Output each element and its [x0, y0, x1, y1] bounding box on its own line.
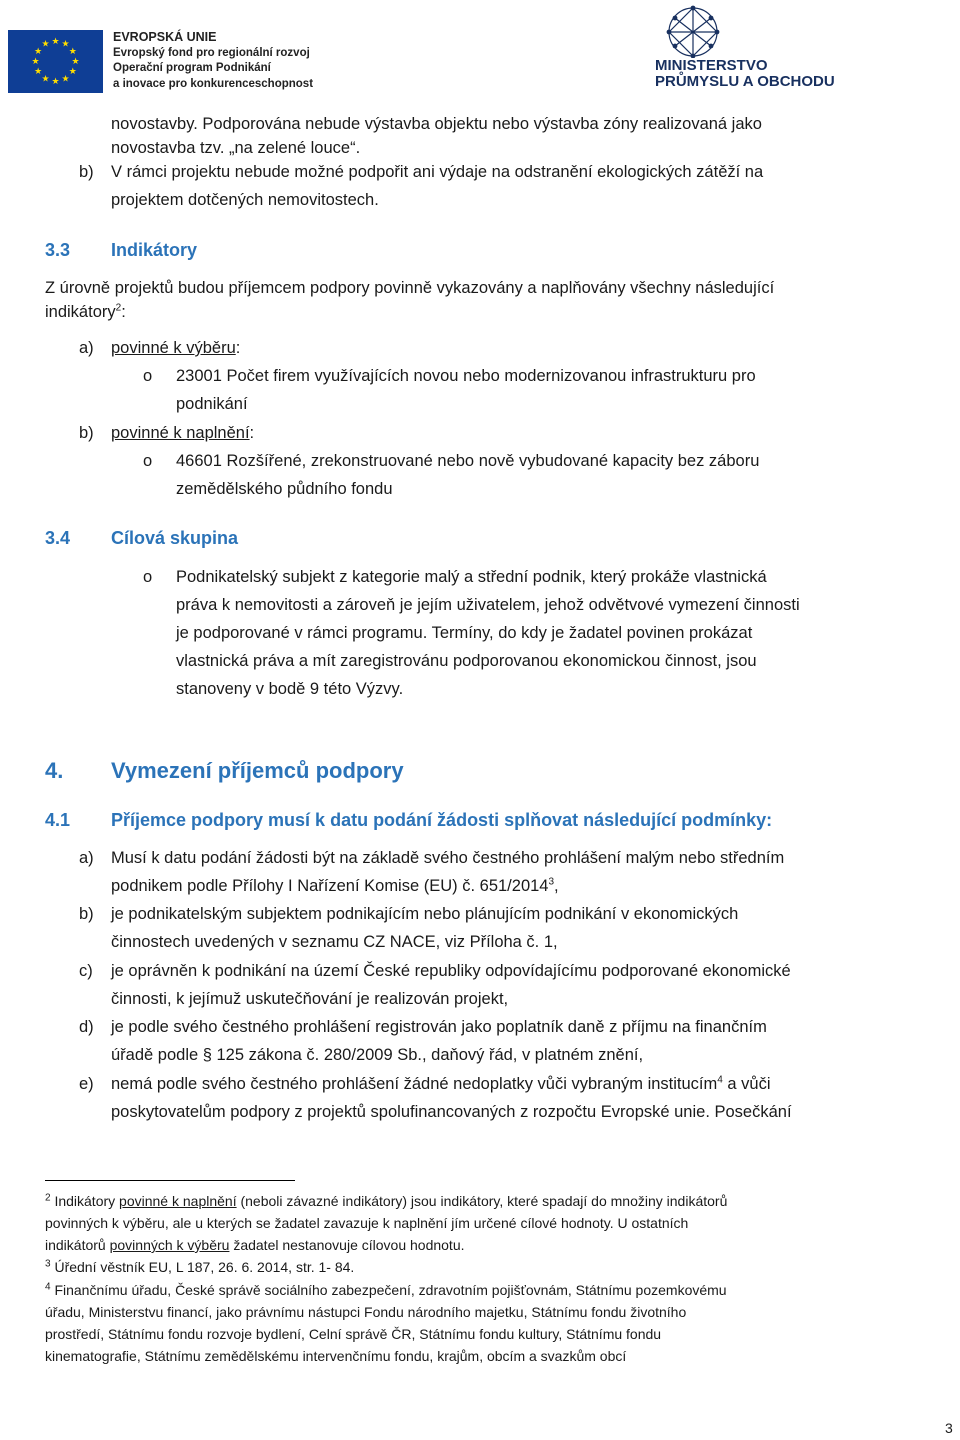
footnote-text: Úřední věstník EU, L 187, 26. 6. 2014, str. 1- 84. — [50, 1259, 355, 1275]
footnote-ref[interactable]: 2 — [115, 302, 122, 314]
footnote-ref[interactable]: 4 — [717, 1074, 723, 1086]
underlined-term: povinné k naplnění — [119, 1193, 237, 1209]
intro-line: novostavba tzv. „na zelené louce“. — [111, 139, 361, 157]
section-number: 3.3 — [45, 240, 71, 260]
svg-text:★: ★ — [61, 39, 70, 50]
paragraph-line — [45, 298, 126, 326]
footnote-2-line — [45, 1234, 465, 1257]
underlined-term: povinné k výběru — [111, 339, 236, 357]
condition-line: činnosti, k jejímuž uskutečňování je realizován projekt, — [111, 990, 509, 1008]
footnote-number: 2 — [45, 1192, 51, 1204]
condition-text: , — [554, 877, 559, 895]
svg-text:★: ★ — [71, 57, 80, 67]
section-title: Příjemce podpory musí k datu podání žádosti splňovat následující podmínky: — [111, 810, 773, 830]
footnote-3-line — [45, 1256, 354, 1279]
mpo-logo-icon — [655, 4, 735, 58]
eu-logo-line: EVROPSKÁ UNIE — [113, 30, 217, 44]
paragraph-text: : — [121, 303, 126, 321]
condition-text: nemá podle svého čestného prohlášení žádné nedoplatky vůči vybraným institucím — [111, 1075, 718, 1093]
section-title: Indikátory — [111, 240, 198, 260]
intro-b-line: projektem dotčených nemovitostech. — [111, 191, 379, 209]
svg-text:★: ★ — [41, 39, 50, 50]
condition-text: a vůči — [722, 1075, 771, 1093]
paragraph-line: Z úrovně projektů budou příjemcem podpory povinně vykazovány a naplňovány všechny následující — [45, 279, 775, 297]
colon: : — [235, 339, 241, 357]
svg-text:★: ★ — [31, 57, 40, 67]
section-number: 4.1 — [45, 810, 71, 830]
footnote-text: indikátorů — [45, 1237, 110, 1253]
chapter-title: Vymezení příjemců podpory — [111, 758, 404, 783]
list-label: a) — [79, 849, 94, 867]
svg-text:★: ★ — [34, 47, 43, 57]
list-heading — [111, 419, 254, 447]
svg-text:★: ★ — [34, 67, 43, 77]
list-label: a) — [79, 339, 94, 357]
intro-line: novostavby. Podporována nebude výstavba objektu nebo výstavba zóny realizovaná jako — [111, 115, 762, 133]
intro-b-line: V rámci projektu nebude možné podpořit ani výdaje na odstranění ekologických zátěží na — [111, 163, 764, 181]
eu-logo-line: Operační program Podnikání — [113, 62, 271, 74]
svg-text:★: ★ — [68, 67, 77, 77]
mpo-logo-text — [655, 58, 835, 90]
eu-logo-line: a inovace pro konkurenceschopnost — [113, 77, 314, 90]
condition-line: poskytovatelům podpory z projektů spolufinancovaných z rozpočtu Evropské unie. Posečkání — [111, 1103, 792, 1121]
condition-line: činnostech uvedených v seznamu CZ NACE, viz Příloha č. 1, — [111, 933, 558, 951]
indicator-line: zemědělského půdního fondu — [176, 480, 393, 498]
eu-stars-icon — [8, 30, 103, 93]
footnote-2-line — [45, 1190, 873, 1213]
bullet-icon: o — [143, 568, 153, 586]
footnote-4-line: prostředí, Státnímu fondu rozvoje bydlení, Celní správě ČR, Státnímu fondu kultury, Státnímu fondu — [45, 1326, 662, 1342]
svg-text:★: ★ — [61, 74, 70, 85]
page-number: 3 — [945, 1420, 953, 1436]
svg-text:★: ★ — [41, 74, 50, 85]
bullet-icon: o — [143, 367, 153, 385]
list-label: b) — [79, 163, 94, 181]
footnote-text: žadatel nestanovuje cílovou hodnotu. — [229, 1237, 465, 1253]
condition-line: je podle svého čestného prohlášení registrován jako poplatník daně z příjmu na finančním — [111, 1018, 767, 1036]
condition-text: podnikem podle Přílohy I Nařízení Komise (EU) č. 651/2014 — [111, 877, 549, 895]
bullet-icon: o — [143, 452, 153, 470]
footnote-4-line: kinematografie, Státnímu zemědělskému intervenčnímu fondu, krajům, obcím a svazkům obcí — [45, 1348, 627, 1364]
target-group-line: vlastnická práva a mít zaregistrovánu podporovanou ekonomickou činnost, jsou — [176, 652, 757, 670]
svg-text:★: ★ — [51, 37, 60, 47]
footnote-number: 4 — [45, 1281, 51, 1293]
condition-line: Musí k datu podání žádosti být na základě svého čestného prohlášení malým nebo středním — [111, 849, 785, 867]
footnote-text: (neboli závazné indikátory) jsou indikátory, které spadají do množiny indikátorů — [236, 1193, 728, 1209]
indicator-line: 46601 Rozšířené, zrekonstruované nebo nově vybudované kapacity bez záboru — [176, 452, 760, 470]
mpo-logo-line: PRŮMYSLU A OBCHODU — [655, 73, 835, 90]
list-label: d) — [79, 1018, 94, 1036]
condition-line: úřadě podle § 125 zákona č. 280/2009 Sb., daňový řád, v platném znění, — [111, 1046, 644, 1064]
footnote-number: 3 — [45, 1258, 51, 1270]
eu-logo-line: Evropský fond pro regionální rozvoj — [113, 46, 310, 59]
indicator-line: 23001 Počet firem využívajících novou nebo modernizovanou infrastrukturu pro — [176, 367, 756, 385]
underlined-term: povinné k naplnění — [111, 424, 250, 442]
footnote-4-line: úřadu, Ministerstvu financí, jako právnímu nástupci Fondu národního majetku, Státnímu fondu životního — [45, 1304, 687, 1320]
chapter-number: 4. — [45, 758, 64, 783]
target-group-line: stanoveny v bodě 9 této Výzvy. — [176, 680, 404, 698]
target-group-line: práva k nemovitosti a zároveň je jejím uživatelem, jehož odvětvové vymezení činnosti — [176, 596, 800, 614]
footnote-separator — [45, 1180, 295, 1181]
underlined-term: povinných k výběru — [109, 1237, 230, 1253]
footnote-ref[interactable]: 3 — [548, 876, 555, 888]
footnote-4-line — [45, 1279, 873, 1302]
svg-text:★: ★ — [51, 77, 60, 87]
section-number: 3.4 — [45, 528, 71, 548]
list-label: c) — [79, 962, 93, 980]
footnote-text: Indikátory — [50, 1193, 120, 1209]
target-group-line: Podnikatelský subjekt z kategorie malý a střední podnik, který prokáže vlastnická — [176, 568, 767, 586]
target-group-line: je podporované v rámci programu. Termíny, do kdy je žadatel povinen prokázat — [176, 624, 753, 642]
eu-flag-logo — [8, 30, 103, 93]
colon: : — [249, 424, 255, 442]
list-label: b) — [79, 424, 94, 442]
condition-line — [111, 872, 559, 900]
eu-logo-text — [113, 30, 313, 92]
section-title: Cílová skupina — [111, 528, 239, 548]
condition-line — [111, 1070, 873, 1098]
list-label: b) — [79, 905, 94, 923]
condition-line: je oprávněn k podnikání na území České republiky odpovídajícímu podporované ekonomické — [111, 962, 791, 980]
svg-text:★: ★ — [68, 47, 77, 57]
paragraph-text: indikátory — [45, 303, 116, 321]
indicator-line: podnikání — [176, 395, 248, 413]
footnote-2-line: povinných k výběru, ale u kterých se žadatel zavazuje k naplnění jím určené cílové hodnoty. U ostatních — [45, 1215, 689, 1231]
mpo-logo-line: MINISTERSTVO — [655, 57, 768, 74]
condition-line: je podnikatelským subjektem podnikajícím nebo plánujícím podnikání v ekonomických — [111, 905, 739, 923]
list-label: e) — [79, 1075, 94, 1093]
footnote-text: Finančnímu úřadu, České správě sociálního zabezpečení, zdravotním pojišťovnám, Státnímu pozemkovému — [50, 1282, 727, 1298]
list-heading — [111, 334, 240, 362]
